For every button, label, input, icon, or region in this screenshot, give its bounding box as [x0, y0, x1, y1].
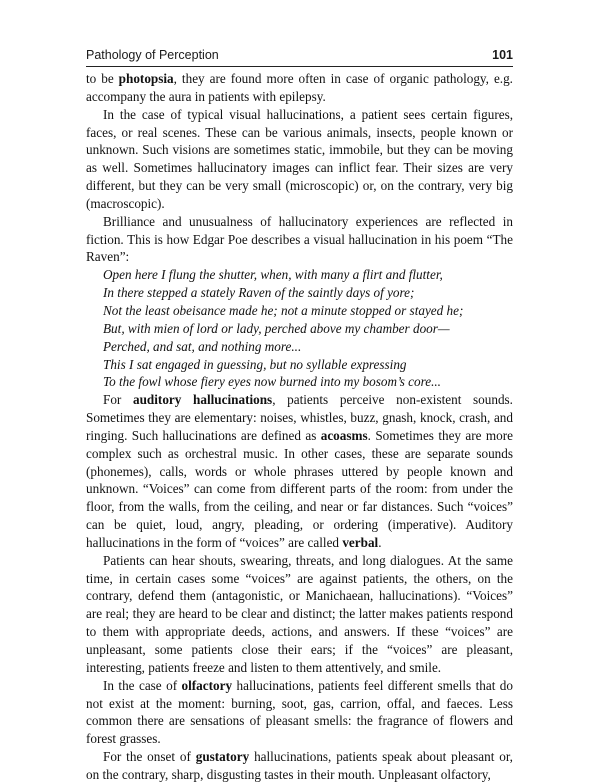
term-verbal: verbal	[342, 534, 379, 550]
paragraph-voices: Patients can hear shouts, swearing, threats, and long dialogues. At the same time, in certain cases some “voices” are against patients, the others, on the contrary, defend them (antagonistic, or Manichaean, hallucinations). “Voices” are real; they are heard to be clear and distinct; the latter makes patients respond to them with appropriate deeds, actions, and answers. If these “voices” are unpleasant, some patients close their ears; if the “voices” are pleasant, interesting, patients freeze and listen to them attentively, and smile.	[86, 552, 513, 675]
paragraph-visual-hallucinations: In the case of typical visual hallucinations, a patient sees certain figures, faces, or real scenes. These can be various animals, insects, people known or unknown. Such visions are sometimes static, immobile, but they can be moving as well. Sometimes hallucinatory images can inflict fear. Their sizes are very different, but they can be very small (microscopic) or, on the contrary, very big (macroscopic).	[86, 106, 513, 211]
header-divider	[86, 66, 513, 67]
poem-line: Open here I flung the shutter, when, with many a flirt and flutter,	[103, 267, 443, 283]
paragraph-photopsia: to be photopsia, they are found more often in case of organic pathology, e.g. accompany the aura in patients with epilepsy.	[86, 71, 513, 104]
term-gustatory: gustatory	[195, 749, 250, 765]
poem-line: This I sat engaged in guessing, but no syllable expressing	[103, 356, 407, 372]
term-auditory-hallucinations: auditory hallucinations	[133, 392, 273, 408]
term-photopsia: photopsia	[118, 71, 174, 86]
chapter-title: Pathology of Perception	[86, 48, 219, 62]
poem-line: To the fowl whose fiery eyes now burned into my bosom’s core...	[103, 374, 441, 390]
page-number: 101	[492, 48, 513, 62]
term-olfactory: olfactory	[181, 677, 233, 693]
paragraph-auditory: For auditory hallucinations, patients perceive non-existent sounds. Sometimes they are elementary: noises, whistles, buzz, gnash, knock, crash, and ringing. Such hallucinations are defined as acoasms. Sometimes they are more complex such as orchestral music. In other cases, these are separate sounds (phonemes), calls, words or whole phrases uttered by people known and unknown. “Voices” can come from different parts of the room: from under the floor, from the walls, from the ceiling, and near or far distances. Such “voices” can be quiet, loud, angry, pleading, or ordering (imperative). Auditory hallucinations in the form of “voices” are called verbal.	[86, 392, 513, 550]
paragraph-fiction: Brilliance and unusualness of hallucinatory experiences are reflected in fiction. This is how Edgar Poe describes a visual hallucination in his poem “The Raven”:	[86, 213, 513, 265]
poem-line: Not the least obeisance made he; not a minute stopped or stayed he;	[103, 302, 464, 318]
paragraph-olfactory: In the case of olfactory hallucinations, patients feel different smells that do not exist at the moment: burning, soot, gas, carrion, offal, and faeces. Less common there are sensations of pleasant smells: the fragrance of flowers and forest grasses.	[86, 677, 513, 747]
poem-line: Perched, and sat, and nothing more...	[103, 338, 302, 354]
poem-quote	[86, 266, 513, 391]
term-acoasms: acoasms	[320, 427, 368, 443]
running-header	[86, 48, 513, 68]
body-text	[86, 70, 513, 784]
paragraph-gustatory: For the onset of gustatory hallucinations, patients speak about pleasant or, on the contrary, sharp, disgusting tastes in their mouth. Unpleasant olfactory,	[86, 749, 513, 782]
poem-line: In there stepped a stately Raven of the saintly days of yore;	[103, 285, 415, 301]
poem-line: But, with mien of lord or lady, perched above my chamber door—	[103, 320, 450, 336]
